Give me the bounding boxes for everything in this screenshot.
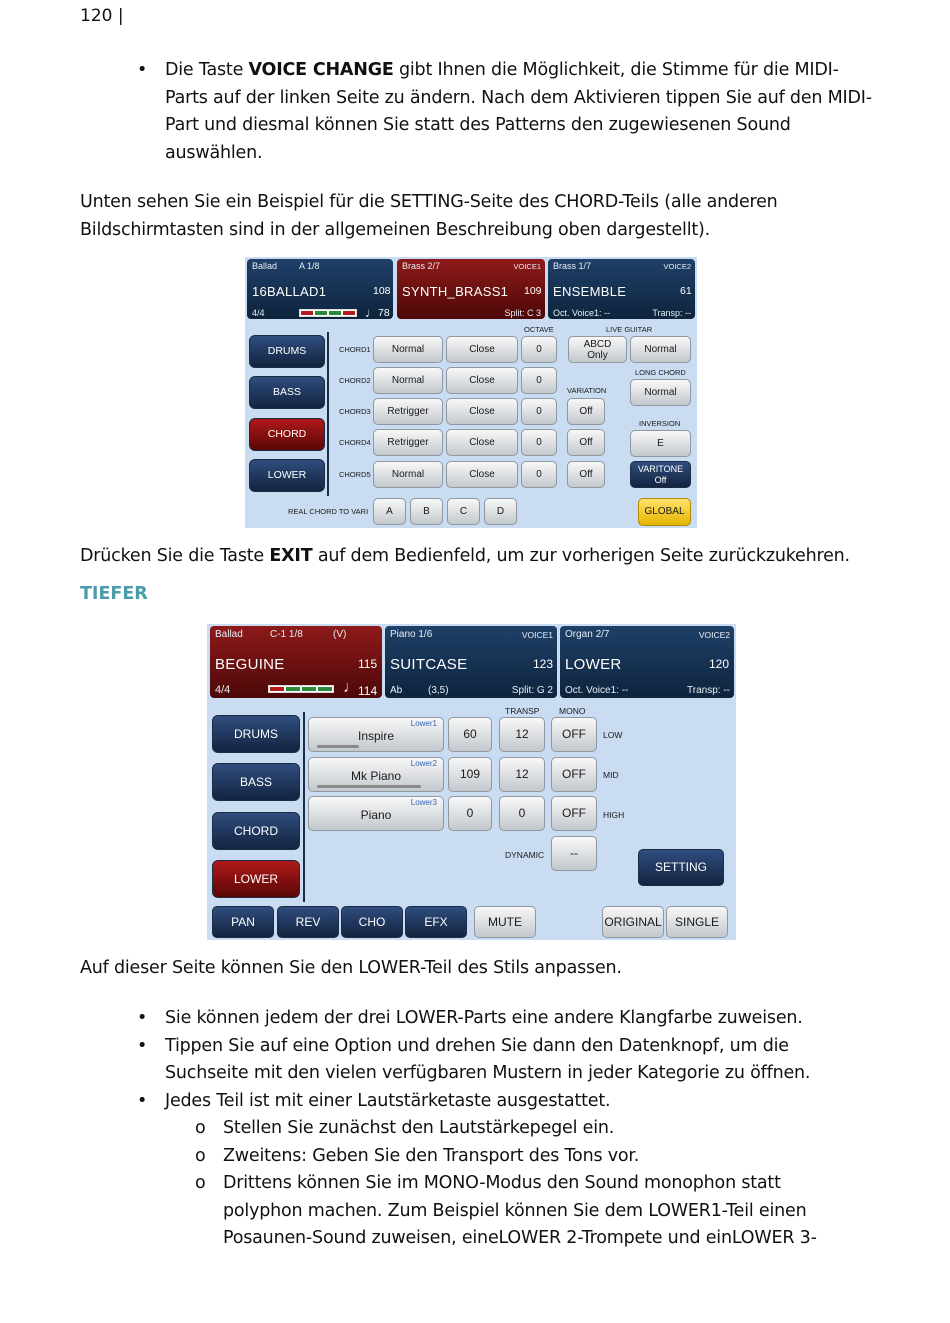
inversion-label: INVERSION <box>639 419 681 428</box>
voice-number: 123 <box>533 657 554 671</box>
voice-name: Mk Piano <box>350 769 402 783</box>
volume-slider <box>317 745 359 748</box>
vari-d-button[interactable]: D <box>484 498 517 525</box>
voice-name: LOWER <box>565 656 622 673</box>
sub-list-item <box>195 1143 897 1171</box>
vari-b-button[interactable]: B <box>410 498 443 525</box>
voice-name: Inspire <box>357 729 395 743</box>
time-signature: 4/4 <box>215 684 231 696</box>
voice-number: 109 <box>524 285 542 297</box>
drums-button[interactable]: DRUMS <box>249 335 325 368</box>
voice-name: SYNTH_BRASS1 <box>402 284 509 299</box>
split-point: Split: C 3 <box>504 308 541 318</box>
chord1-type-button[interactable]: Normal <box>373 336 443 363</box>
transpose-info: Transp: -- <box>687 685 730 696</box>
chord2-mode-button[interactable]: Close <box>446 367 518 394</box>
chord-button[interactable]: CHORD <box>212 812 300 850</box>
voice2-header[interactable] <box>560 626 734 698</box>
variation-flag: (V) <box>333 629 347 640</box>
range-label: MID <box>603 770 619 780</box>
voice-bank: Brass 1/7 <box>553 261 592 271</box>
global-button[interactable]: GLOBAL <box>638 498 691 526</box>
lower1-volume-button[interactable]: 60 <box>448 717 492 752</box>
style-number: 115 <box>358 657 378 671</box>
text-line: Bildschirmtasten sind in der allgemeinen Beschreibung oben dargestellt). <box>80 219 711 240</box>
varitone-label: VARITONE <box>637 464 684 474</box>
abcd-label: ABCD <box>583 339 612 350</box>
text-line: Stellen Sie zunächst den Lautstärkepegel ein. <box>223 1118 615 1138</box>
text-line: Sie können jedem der drei LOWER-Parts eine andere Klangfarbe zuweisen. <box>165 1008 803 1028</box>
chord-setting-screenshot <box>245 257 697 528</box>
lower3-volume-button[interactable]: 0 <box>448 796 492 831</box>
varitone-button[interactable] <box>630 461 691 488</box>
lower3-tag: Lower3 <box>410 798 437 807</box>
level-meter <box>268 685 334 693</box>
rev-button[interactable]: REV <box>277 906 339 938</box>
chord1-octave-button[interactable]: 0 <box>521 336 557 363</box>
mono-label: MONO <box>559 706 586 716</box>
list-item <box>137 1088 897 1253</box>
chord2-octave-button[interactable]: 0 <box>521 367 557 394</box>
text-line: Parts auf der linken Seite zu ändern. Nach dem Aktivieren tippen Sie auf den MIDI- <box>165 87 872 108</box>
paragraph: Auf dieser Seite können Sie den LOWER-Teil des Stils anpassen. <box>80 958 622 978</box>
transp-label: TRANSP <box>505 706 540 716</box>
octave-label: OCTAVE <box>524 325 554 334</box>
setting-button[interactable]: SETTING <box>638 849 724 886</box>
paragraph <box>80 543 900 571</box>
chord3-type-button[interactable]: Retrigger <box>373 398 443 425</box>
bass-button[interactable]: BASS <box>249 376 325 409</box>
bullet-marker: • <box>137 60 148 80</box>
chord-position: (3,5) <box>428 685 449 696</box>
text-line: Part und diesmal können Sie statt des Patterns den zugewiesenen Sound <box>165 115 791 135</box>
style-part: A 1/8 <box>299 261 320 271</box>
voice1-header[interactable] <box>397 259 545 319</box>
lower1-tag: Lower1 <box>410 719 437 728</box>
chord1-mode-button[interactable]: Close <box>446 336 518 363</box>
range-label: LOW <box>603 730 623 740</box>
list-item <box>137 57 897 167</box>
style-header <box>210 626 382 698</box>
chord5-label: CHORD5 <box>339 470 371 479</box>
style-category: Ballad <box>215 629 243 640</box>
voice-bank: Brass 2/7 <box>402 261 441 271</box>
original-button[interactable]: ORIGINAL <box>602 906 664 938</box>
efx-button[interactable]: EFX <box>405 906 467 938</box>
divider <box>303 712 305 902</box>
chord5-type-button[interactable]: Normal <box>373 461 443 488</box>
only-label: Only <box>587 350 608 361</box>
chord5-variation-button[interactable]: Off <box>567 461 605 488</box>
drums-button[interactable]: DRUMS <box>212 715 300 753</box>
section-heading: TIEFER <box>80 584 148 604</box>
style-name: BEGUINE <box>215 656 285 673</box>
chord4-octave-button[interactable]: 0 <box>521 429 557 456</box>
lower2-voice-button[interactable] <box>308 757 444 792</box>
page-number: 120 | <box>80 6 124 26</box>
style-category: Ballad <box>252 261 278 271</box>
vari-a-button[interactable]: A <box>373 498 406 525</box>
live-guitar-label: LIVE GUITAR <box>606 325 653 334</box>
chord5-mode-button[interactable]: Close <box>446 461 518 488</box>
list-item <box>137 1005 897 1033</box>
bullet-marker: • <box>137 1090 148 1111</box>
sub-bullet-marker: o <box>195 1145 206 1166</box>
inversion-button[interactable]: E <box>630 430 691 457</box>
voice-label: VOICE2 <box>698 630 730 640</box>
pan-button[interactable]: PAN <box>212 906 274 938</box>
octave-info: Oct. Voice1: -- <box>565 685 629 696</box>
chord4-type-button[interactable]: Retrigger <box>373 429 443 456</box>
live-guitar-button[interactable]: Normal <box>630 336 691 363</box>
text: gibt Ihnen die Möglichkeit, die Stimme für die MIDI- <box>393 60 839 80</box>
chord3-variation-button[interactable]: Off <box>567 398 605 425</box>
cho-button[interactable]: CHO <box>341 906 403 938</box>
chord4-variation-button[interactable]: Off <box>567 429 605 456</box>
bass-button[interactable]: BASS <box>212 763 300 801</box>
chord3-mode-button[interactable]: Close <box>446 398 518 425</box>
lower3-voice-button[interactable] <box>308 796 444 831</box>
sub-bullet-marker: o <box>195 1118 206 1138</box>
text: Die Taste <box>165 60 249 80</box>
transpose-info: Transp: -- <box>652 308 691 318</box>
text-line: Unten sehen Sie ein Beispiel für die SETTING-Seite des CHORD-Teils (alle anderen <box>80 192 778 212</box>
voice-bank: Organ 2/7 <box>565 629 610 640</box>
style-number: 108 <box>373 285 391 297</box>
dynamic-button[interactable]: -- <box>551 836 597 871</box>
chord-button[interactable]: CHORD <box>249 418 325 451</box>
vari-c-button[interactable]: C <box>447 498 480 525</box>
dynamic-label: DYNAMIC <box>505 850 545 860</box>
lower3-transp-button[interactable]: 0 <box>499 796 545 831</box>
time-signature: 4/4 <box>252 308 265 318</box>
voice1-header[interactable] <box>385 626 557 698</box>
long-chord-label: LONG CHORD <box>635 368 686 377</box>
text-line: Zweitens: Geben Sie den Transport des Tons vor. <box>223 1145 640 1166</box>
chord5-octave-button[interactable]: 0 <box>521 461 557 488</box>
variation-label: VARIATION <box>567 386 607 395</box>
chord4-label: CHORD4 <box>339 438 371 447</box>
chord-name: Ab <box>390 685 403 696</box>
single-button[interactable]: SINGLE <box>666 906 728 938</box>
voice2-header[interactable] <box>548 259 695 319</box>
long-chord-button[interactable]: Normal <box>630 379 691 406</box>
bullet-marker: • <box>137 1008 148 1028</box>
style-header <box>247 259 393 319</box>
note-icon: ♩ <box>365 305 378 320</box>
text-line: Posaunen-Sound zuweisen, eineLOWER 2-Trompete und einLOWER 3- <box>223 1228 817 1248</box>
divider <box>327 332 329 496</box>
voice-label: VOICE1 <box>513 262 541 271</box>
voice-number: 120 <box>709 657 730 671</box>
text-line: Drittens können Sie im MONO-Modus den Sound monophon statt <box>223 1173 781 1193</box>
sub-list-item <box>195 1115 897 1143</box>
voice-name: Piano <box>360 808 392 822</box>
lower2-volume-button[interactable]: 109 <box>448 757 492 792</box>
lower2-tag: Lower2 <box>410 759 437 768</box>
tempo-value: 114 <box>358 684 378 698</box>
note-icon: ♩ <box>343 679 359 696</box>
voice-number: 61 <box>680 285 692 297</box>
sub-bullet-marker: o <box>195 1173 206 1193</box>
text-line: auswählen. <box>165 142 263 163</box>
voice-name: SUITCASE <box>390 656 468 673</box>
level-meter <box>299 309 357 317</box>
voice-label: VOICE2 <box>663 262 691 271</box>
voice-label: VOICE1 <box>521 630 553 640</box>
intro-bullet-list <box>137 57 897 167</box>
octave-info: Oct. Voice1: -- <box>553 308 611 318</box>
sub-list-item <box>195 1170 897 1253</box>
lower1-voice-button[interactable] <box>308 717 444 752</box>
text-line: Suchseite mit den vielen verfügbaren Mustern in jeder Kategorie zu öffnen. <box>165 1063 811 1083</box>
chord4-mode-button[interactable]: Close <box>446 429 518 456</box>
volume-slider <box>317 785 421 788</box>
abcd-only-button[interactable] <box>568 336 627 363</box>
lower-setting-screenshot <box>207 624 736 940</box>
lower3-mono-button[interactable]: OFF <box>551 796 597 831</box>
bullet-marker: • <box>137 1035 148 1056</box>
tempo-value: 78 <box>378 307 390 319</box>
chord1-label: CHORD1 <box>339 345 371 354</box>
lower-button[interactable]: LOWER <box>212 860 300 898</box>
lower2-transp-button[interactable]: 12 <box>499 757 545 792</box>
voice-bank: Piano 1/6 <box>390 629 433 640</box>
chord2-label: CHORD2 <box>339 376 371 385</box>
list-item <box>137 1033 897 1088</box>
chord2-type-button[interactable]: Normal <box>373 367 443 394</box>
voice-name: ENSEMBLE <box>553 284 627 299</box>
text: auf dem Bedienfeld, um zur vorherigen Seite zurückzukehren. <box>312 546 850 566</box>
real-chord-label: REAL CHORD TO VARI <box>288 507 369 516</box>
style-name: 16BALLAD1 <box>252 284 327 299</box>
chord3-label: CHORD3 <box>339 407 371 416</box>
lower-button[interactable]: LOWER <box>249 459 325 492</box>
chord3-octave-button[interactable]: 0 <box>521 398 557 425</box>
mute-button[interactable]: MUTE <box>474 906 536 938</box>
text-line: Tippen Sie auf eine Option und drehen Sie dann den Datenknopf, um die <box>165 1035 789 1056</box>
text: Drücken Sie die Taste <box>80 546 270 566</box>
range-label: HIGH <box>603 810 625 820</box>
varitone-value: Off <box>654 475 667 485</box>
lower1-transp-button[interactable]: 12 <box>499 717 545 752</box>
voice-change-keyword: VOICE CHANGE <box>248 60 394 80</box>
exit-keyword: EXIT <box>269 546 313 566</box>
split-point: Split: G 2 <box>511 685 553 696</box>
style-part: C-1 1/8 <box>270 629 303 640</box>
lower1-mono-button[interactable]: OFF <box>551 717 597 752</box>
sub-list <box>195 1115 897 1253</box>
paragraph <box>80 189 900 244</box>
lower2-mono-button[interactable]: OFF <box>551 757 597 792</box>
lower-bullet-list <box>137 1005 897 1253</box>
text-line: polyphon machen. Zum Beispiel können Sie dem LOWER1-Teil einen <box>223 1200 807 1221</box>
text-line: Jedes Teil ist mit einer Lautstärketaste ausgestattet. <box>165 1090 611 1111</box>
